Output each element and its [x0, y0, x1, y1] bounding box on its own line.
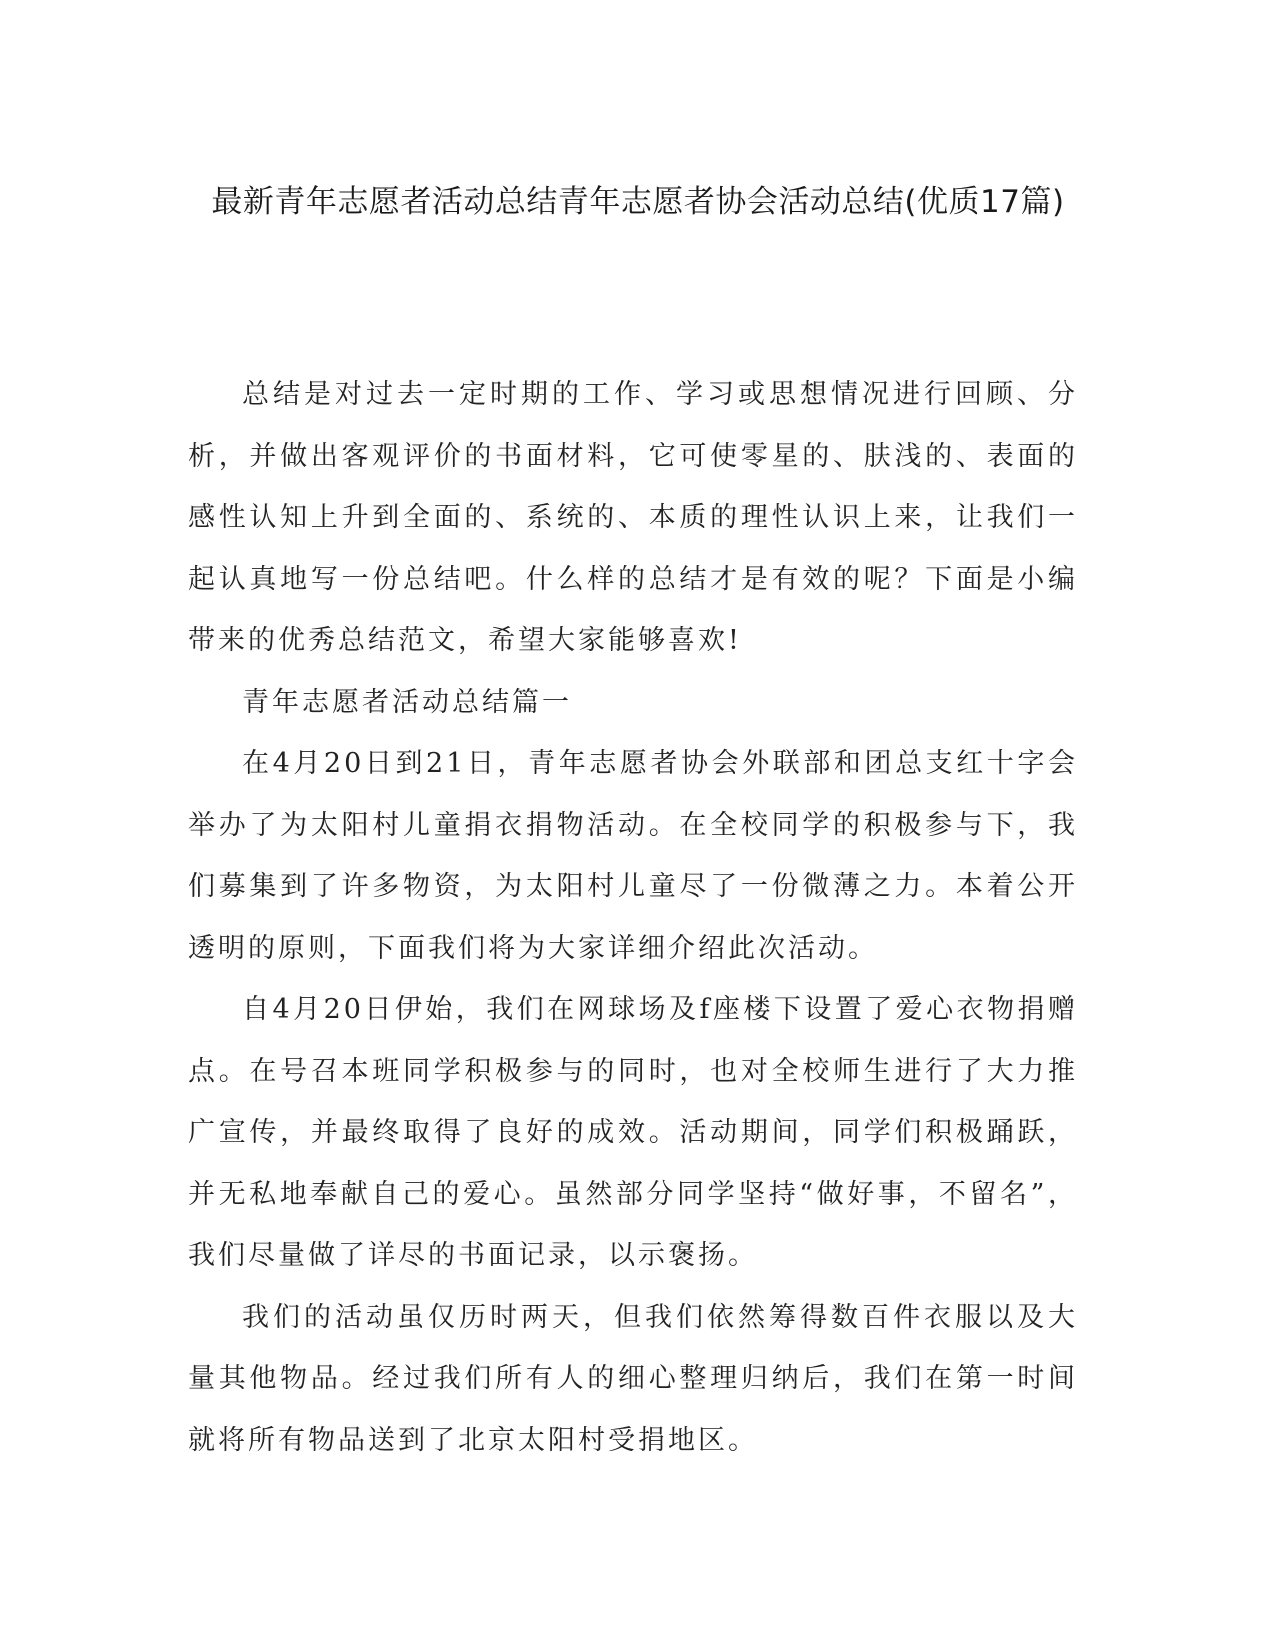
paragraph: 我们的活动虽仅历时两天，但我们依然筹得数百件衣服以及大量其他物品。经过我们所有人的细心整理归纳后，我们在第一时间就将所有物品送到了北京太阳村受捐地区。: [188, 1301, 1078, 1456]
document-body: [188, 364, 1078, 1471]
paragraph: 自4月20日伊始，我们在网球场及f座楼下设置了爱心衣物捐赠点。在号召本班同学积极参与的同时，也对全校师生进行了大力推广宣传，并最终取得了良好的成效。活动期间，同学们积极踊跃，并无私地奉献自己的爱心。虽然部分同学坚持“做好事，不留名”，我们尽量做了详尽的书面记录，以示褒扬。: [188, 994, 1078, 1271]
document-title: 最新青年志愿者活动总结青年志愿者协会活动总结(优质17篇): [211, 184, 1065, 220]
section-heading: 青年志愿者活动总结篇一: [242, 686, 572, 718]
paragraph: 在4月20日到21日，青年志愿者协会外联部和团总支红十字会举办了为太阳村儿童捐衣捐物活动。在全校同学的积极参与下，我们募集到了许多物资，为太阳村儿童尽了一份微薄之力。本着公开透明的原则，下面我们将为大家详细介绍此次活动。: [188, 748, 1078, 964]
paragraph-intro: 总结是对过去一定时期的工作、学习或思想情况进行回顾、分析，并做出客观评价的书面材料，它可使零星的、肤浅的、表面的感性认知上升到全面的、系统的、本质的理性认识上来，让我们一起认真地写一份总结吧。什么样的总结才是有效的呢？下面是小编带来的优秀总结范文，希望大家能够喜欢!: [188, 379, 1078, 656]
